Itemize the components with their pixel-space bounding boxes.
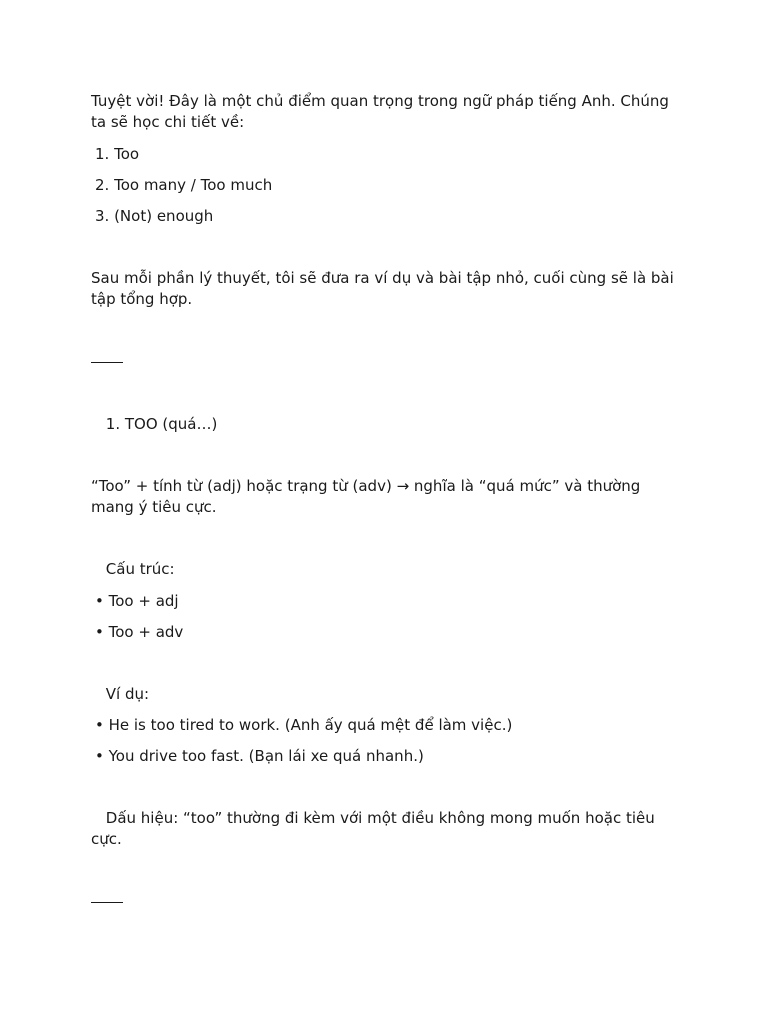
sign-line-2: cực.: [91, 830, 122, 848]
topic-item: 1. Too: [95, 145, 140, 163]
too-description-line-1: “Too” + tính từ (adj) hoặc trạng từ (adv) → nghĩa là “quá mức” và thường: [91, 477, 641, 495]
example-item: • He is too tired to work. (Anh ấy quá mệt để làm việc.): [95, 716, 513, 734]
section-heading: [91, 414, 691, 435]
examples-label-text: Ví dụ:: [105, 685, 150, 703]
topic-item: 3. (Not) enough: [95, 207, 214, 225]
plan-line-2: tập tổng hợp.: [91, 290, 193, 308]
example-item: • You drive too fast. (Bạn lái xe quá nhanh.): [95, 747, 424, 765]
examples-label: [91, 684, 691, 705]
intro-line-1: Tuyệt vời! Đây là một chủ điểm quan trọng trong ngữ pháp tiếng Anh. Chúng: [91, 92, 669, 110]
sign-text: Dấu hiệu: “too” thường đi kèm với một điều không mong muốn hoặc tiêu: [105, 809, 655, 827]
topic-item: 2. Too many / Too much: [95, 176, 273, 194]
plan-line-1: Sau mỗi phần lý thuyết, tôi sẽ đưa ra ví dụ và bài tập nhỏ, cuối cùng sẽ là bài: [91, 269, 674, 287]
sign-line-1: [91, 808, 691, 829]
structure-item: • Too + adv: [95, 623, 184, 641]
structure-label-text: Cấu trúc:: [105, 560, 175, 578]
too-description-line-2: mang ý tiêu cực.: [91, 498, 217, 516]
intro-line-2: ta sẽ học chi tiết về:: [91, 113, 245, 131]
section-heading-text: 1. TOO (quá…): [105, 415, 218, 433]
section-divider: [91, 362, 123, 363]
section-divider: [91, 902, 123, 903]
structure-item: • Too + adj: [95, 592, 179, 610]
structure-label: [91, 559, 691, 580]
